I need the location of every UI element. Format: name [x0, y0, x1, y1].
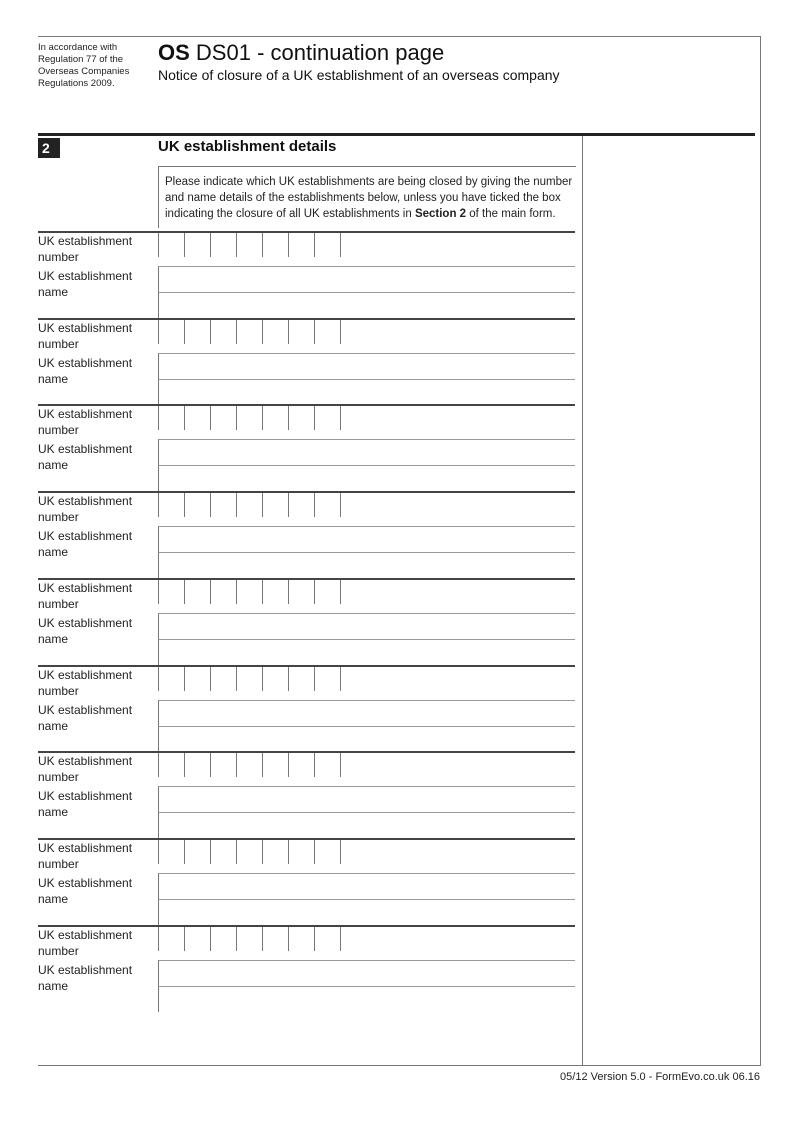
establishment-name-field-line-2[interactable] [158, 292, 575, 318]
establishment-number-digit-box[interactable] [158, 667, 184, 691]
establishment-number-digit-box[interactable] [210, 753, 236, 777]
establishment-number-digit-box[interactable] [262, 667, 288, 691]
form-code-prefix: OS [158, 40, 190, 65]
establishment-number-digit-box[interactable] [158, 493, 184, 517]
establishment-number-label: UK establishment number [38, 928, 133, 958]
legal-note-line: Regulations 2009. [38, 78, 115, 89]
legal-note-line: In accordance with [38, 42, 118, 53]
establishment-number-digit-box[interactable] [210, 406, 236, 430]
instruction-text-end: of the main form. [466, 208, 556, 220]
form-subtitle: Notice of closure of a UK establishment of an overseas company [158, 67, 560, 83]
establishment-name-field-line-1[interactable] [158, 960, 575, 986]
establishment-number-digit-box[interactable] [340, 320, 366, 344]
establishment-number-digit-box[interactable] [184, 840, 210, 864]
establishment-number-digit-box[interactable] [262, 320, 288, 344]
establishment-number-field[interactable] [158, 753, 366, 779]
establishment-name-field-line-2[interactable] [158, 639, 575, 665]
establishment-number-digit-box[interactable] [340, 493, 366, 517]
establishment-name-field-line-1[interactable] [158, 439, 575, 465]
establishment-number-digit-box[interactable] [184, 406, 210, 430]
establishment-number-digit-box[interactable] [210, 320, 236, 344]
establishment-number-digit-box[interactable] [262, 493, 288, 517]
establishment-number-digit-box[interactable] [288, 667, 314, 691]
establishment-name-field-line-2[interactable] [158, 552, 575, 578]
establishment-entry [0, 925, 800, 1011]
establishment-name-field-line-2[interactable] [158, 899, 575, 925]
establishment-number-digit-box[interactable] [340, 580, 366, 604]
establishment-number-digit-box[interactable] [340, 667, 366, 691]
establishment-number-label: UK establishment number [38, 754, 133, 784]
establishment-number-field[interactable] [158, 927, 366, 953]
establishment-number-digit-box[interactable] [236, 667, 262, 691]
establishment-number-digit-box[interactable] [314, 320, 340, 344]
establishment-name-field-line-2[interactable] [158, 379, 575, 405]
establishment-number-digit-box[interactable] [314, 927, 340, 951]
establishment-entry [0, 318, 800, 404]
establishment-number-digit-box[interactable] [262, 840, 288, 864]
establishment-number-label: UK establishment number [38, 841, 133, 871]
establishment-number-digit-box[interactable] [262, 233, 288, 257]
establishment-number-label: UK establishment number [38, 407, 133, 437]
establishment-name-field-line-2[interactable] [158, 986, 575, 1012]
section-rule [38, 133, 755, 136]
establishment-number-digit-box[interactable] [288, 753, 314, 777]
establishment-number-digit-box[interactable] [340, 927, 366, 951]
establishment-number-digit-box[interactable] [314, 406, 340, 430]
establishment-number-digit-box[interactable] [210, 667, 236, 691]
establishment-number-digit-box[interactable] [184, 580, 210, 604]
establishment-name-label: UK establishment name [38, 616, 133, 646]
establishment-name-field-line-1[interactable] [158, 786, 575, 812]
establishment-entry [0, 578, 800, 664]
legal-note [38, 42, 148, 90]
establishment-number-digit-box[interactable] [262, 927, 288, 951]
establishment-number-digit-box[interactable] [210, 493, 236, 517]
establishment-number-field[interactable] [158, 840, 366, 866]
establishment-entry [0, 231, 800, 317]
establishment-number-digit-box[interactable] [340, 753, 366, 777]
establishment-number-digit-box[interactable] [184, 753, 210, 777]
establishment-number-digit-box[interactable] [262, 753, 288, 777]
establishment-number-label: UK establishment number [38, 494, 133, 524]
establishment-number-field[interactable] [158, 580, 366, 606]
establishment-name-label: UK establishment name [38, 789, 133, 819]
establishment-number-digit-box[interactable] [184, 233, 210, 257]
instruction-bold: Section 2 [414, 208, 467, 220]
establishment-number-digit-box[interactable] [158, 406, 184, 430]
establishment-name-field-line-2[interactable] [158, 812, 575, 838]
establishment-number-digit-box[interactable] [340, 233, 366, 257]
establishment-entry [0, 751, 800, 837]
establishment-number-digit-box[interactable] [314, 667, 340, 691]
establishment-entry [0, 404, 800, 490]
form-code [158, 40, 444, 66]
establishment-entry [0, 491, 800, 577]
establishment-number-label: UK establishment number [38, 668, 133, 698]
establishment-number-digit-box[interactable] [288, 927, 314, 951]
establishment-number-digit-box[interactable] [210, 580, 236, 604]
establishment-name-field-line-2[interactable] [158, 465, 575, 491]
establishment-number-digit-box[interactable] [314, 233, 340, 257]
establishment-number-digit-box[interactable] [236, 753, 262, 777]
establishment-name-field-line-1[interactable] [158, 873, 575, 899]
establishment-number-digit-box[interactable] [288, 580, 314, 604]
establishment-name-label: UK establishment name [38, 442, 133, 472]
establishment-number-digit-box[interactable] [236, 840, 262, 864]
establishment-number-digit-box[interactable] [314, 753, 340, 777]
establishment-number-digit-box[interactable] [288, 320, 314, 344]
legal-note-line: Overseas Companies [38, 66, 130, 77]
establishment-number-digit-box[interactable] [236, 580, 262, 604]
establishment-number-digit-box[interactable] [158, 753, 184, 777]
establishment-name-field-line-1[interactable] [158, 613, 575, 639]
establishment-number-digit-box[interactable] [184, 493, 210, 517]
establishment-number-digit-box[interactable] [288, 493, 314, 517]
establishment-number-field[interactable] [158, 493, 366, 519]
establishment-number-digit-box[interactable] [314, 493, 340, 517]
establishment-number-digit-box[interactable] [210, 927, 236, 951]
form-code-title: DS01 - continuation page [195, 40, 445, 65]
establishment-number-digit-box[interactable] [236, 233, 262, 257]
establishment-name-field-line-1[interactable] [158, 526, 575, 552]
establishment-number-field[interactable] [158, 667, 366, 693]
establishment-number-digit-box[interactable] [288, 406, 314, 430]
establishment-name-field-line-1[interactable] [158, 353, 575, 379]
establishment-number-digit-box[interactable] [262, 580, 288, 604]
establishment-number-digit-box[interactable] [236, 320, 262, 344]
establishment-number-digit-box[interactable] [158, 320, 184, 344]
establishment-number-digit-box[interactable] [236, 406, 262, 430]
establishment-number-digit-box[interactable] [210, 840, 236, 864]
establishment-number-label: UK establishment number [38, 234, 133, 264]
establishment-name-label: UK establishment name [38, 269, 133, 299]
establishment-number-digit-box[interactable] [340, 840, 366, 864]
establishment-entry [0, 838, 800, 924]
establishment-number-digit-box[interactable] [158, 927, 184, 951]
establishment-number-field[interactable] [158, 406, 366, 432]
legal-note-line: Regulation 77 of the [38, 54, 124, 65]
bottom-rule [38, 1065, 761, 1066]
establishment-number-digit-box[interactable] [340, 406, 366, 430]
establishment-number-digit-box[interactable] [158, 580, 184, 604]
establishment-name-field-line-1[interactable] [158, 700, 575, 726]
establishment-number-digit-box[interactable] [158, 233, 184, 257]
section-title: UK establishment details [158, 138, 337, 155]
establishment-number-label: UK establishment number [38, 321, 133, 351]
establishment-name-field-line-2[interactable] [158, 726, 575, 752]
establishment-name-label: UK establishment name [38, 356, 133, 386]
establishment-number-digit-box[interactable] [236, 493, 262, 517]
establishment-number-label: UK establishment number [38, 581, 133, 611]
establishment-number-digit-box[interactable] [184, 667, 210, 691]
footer-version: 05/12 Version 5.0 - FormEvo.co.uk 06.16 [560, 1071, 760, 1083]
establishment-number-digit-box[interactable] [288, 233, 314, 257]
establishment-number-field[interactable] [158, 233, 366, 259]
establishment-number-digit-box[interactable] [288, 840, 314, 864]
establishment-entry [0, 665, 800, 751]
establishment-name-label: UK establishment name [38, 876, 133, 906]
instruction-box [158, 166, 576, 228]
establishment-name-label: UK establishment name [38, 529, 133, 559]
establishment-number-digit-box[interactable] [184, 927, 210, 951]
establishment-name-label: UK establishment name [38, 963, 133, 993]
section-number-badge: 2 [38, 138, 60, 158]
instruction-text: Please indicate which UK establishments are being closed by giving the number and name details of the establishments below, unless you have ticked the box indicating the closure of all UK establishments in [165, 176, 573, 220]
establishment-name-field-line-1[interactable] [158, 266, 575, 292]
establishment-number-digit-box[interactable] [158, 840, 184, 864]
establishment-name-label: UK establishment name [38, 703, 133, 733]
establishment-number-digit-box[interactable] [210, 233, 236, 257]
establishment-number-digit-box[interactable] [236, 927, 262, 951]
establishment-number-field[interactable] [158, 320, 366, 346]
establishment-number-digit-box[interactable] [314, 580, 340, 604]
establishment-number-digit-box[interactable] [314, 840, 340, 864]
establishment-number-digit-box[interactable] [262, 406, 288, 430]
establishment-number-digit-box[interactable] [184, 320, 210, 344]
